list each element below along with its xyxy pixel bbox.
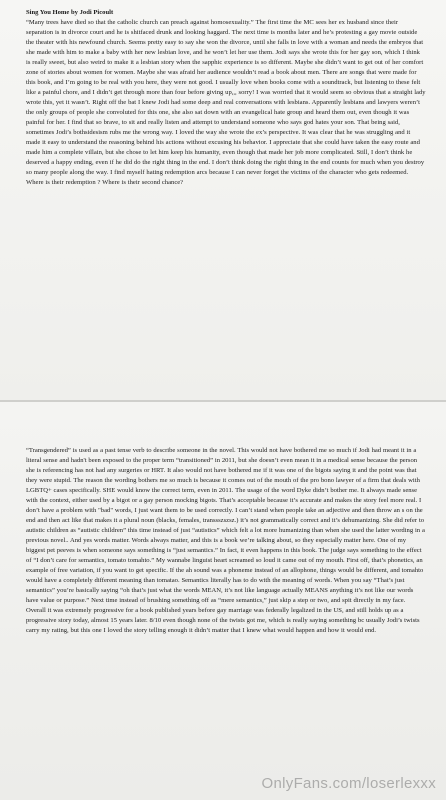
review-paragraph-2: “Transgendered” is used as a past tense verb to describe someone in the novel. This would not have bothered me so much if Jodi had meant it in a literal sense and hadn't been exposed to the proper term “transitioned” in 2011, but she doesn’t even mean it in a medical sense because the person she is referencing has not had any surgeries or HRT. It also would not have bothered me if it was one of the bigots saying it and the point was that they were stupid. The reason the wording bothers me so much is because it comes out of the mouth of the pro bono lawyer of a firm that deals with LGBTQ+ cases specifically. SHE would know the correct term, even in 2011. The usage of the word Dyke didn’t bother me. It always made sense with the context, either used by a bigot or a gay person mocking bigots. That’s acceptable because it’s accurate and makes the story feel more real. I don’t have a problem with "bad" words, I just want them to be used correctly. I can’t stand when people take an adjective and then throw an s on the end and then act like that makes it a plural noun (blacks, females, transsszszsz.) it’s not grammatically correct and it’s dehumanizing. She did refer to autistic children as “autistic children” this time instead of just “autistics” which felt a lot more humanizing than when she used the latter wording in a previous novel.. And yes words matter. Words always matter, and this is a book we’re talking about, so they especially matter here. One of my biggest pet peeves is when someone says something is “just semantics.” In fact, it even happens in this book. The judge says something to the effect of “I don’t care for semantics, tomato tomahto.” My wannabe linguist heart screamed so loud it came out of my mouth. First off, that’s phonetics, an example of free variation, if you want to get specific. If the ah sound was a phoneme instead of an allophone, things would be different, and tomahto would have a completely different meaning than tomatao. Semantics literally has to do with the meaning of words. When you say “That’s just semantics” you’re basically saying “oh that’s just what the words MEAN, it’s not like language actually MEANS anything it’s not like our words have value or purpose.” Next time instead of brushing something off as “mere semantics,” just skip a step or two, and spit directly in my face. Overall it was extremely progressive for a book published years before gay marriage was federally legalized in the US, and still holds up as a progressive story today, almost 15 years later. 8/10 even though none of the twists got me, which is really saying something bc usually Jodi’s twists carry my rating, but this one I loved the story telling enough it didn’t matter that I knew what would happen and how it would end. (26, 447, 425, 634)
watermark-text: OnlyFans.com/loserlexxx (261, 775, 436, 792)
review-title: Sing You Home by Jodi Picoult (26, 9, 114, 16)
review-paragraph-1: “Many trees have died so that the catholic church can preach against homosexuality.” The first time the MC sees her ex husband since their separation is in divorce court and he is shitfaced drunk and looking haggard. The next time is months later and he’s protesting a gay movie outside the theater with his newfound church. Seems pretty easy to say she won the divorce, until she falls in love with a woman and needs the embryos that she made with him to make a baby with her new lesbian love, and he won’t let her use them. Jodi says she wrote this for her gay son, which I think is really sweet, but also weird to make it a lesbian story when the sapphic experience is so different. Maybe she didn’t want to get out of her comfort zone of stories about women for women. Maybe she was afraid her audience wouldn’t read a book about men. There are songs that were made for this book, and I’m going to be real with you here, they were not good. I usually love when books come with a soundtrack, but listening to these felt like a painful chore, and I didn’t get through more than four before giving up,,, sorry! I was worried that it would seem so obvious that a straight lady wrote this, yet it wasn’t. Right off the bat I knew Jodi had some deep and real conversations with lesbians. Apparently lesbians and lawyers weren’t the only groups of people she convoluted for this one, she also sat down with an evangelical hate group and heard them out, even though it was painful for her. I find that so brave, to sit and really listen and attempt to understand someone who says god hates your son. That being said, sometimes Jodi’s bothsidesism rubs me the wrong way. I loved the way she wrote the ex’s perspective. It was clear that he was struggling and it made it easy to understand the reasoning behind his actions without excusing his behavior. I appreciate that she could have taken the easy route and made him a complete villain, but she chose to let him keep his humanity, even though that made her job more complicated. Still, I don’t think he deserved a happy ending, even if he did do the right thing in the end. I don’t think doing the right thing in the end counts for much when you destroy so many people along the way. I find myself hating redemption arcs because I can never forget the victims of the character who gets redeemed. Where is their redemption ? Where is their second chance? (26, 19, 426, 186)
review-page-2 (0, 402, 446, 800)
